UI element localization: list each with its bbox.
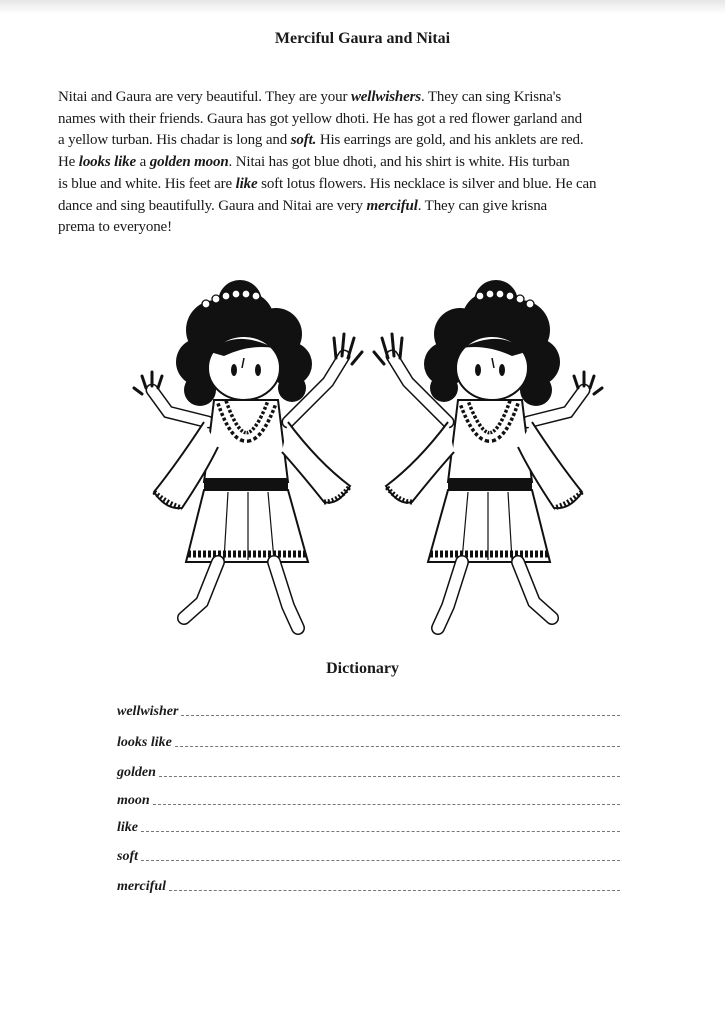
keyword-wellwishers: wellwishers xyxy=(350,89,421,105)
dictionary-word: like xyxy=(117,820,138,835)
dictionary-word: merciful xyxy=(117,879,166,894)
definition-blank-line[interactable] xyxy=(141,831,620,832)
story-line-6: dance and sing beautifully. Gaura and Nitai are very merciful. They can give krisna xyxy=(58,197,548,214)
keyword-looks-like: looks like xyxy=(78,154,137,171)
dictionary-entry-like xyxy=(117,816,620,836)
definition-blank-line[interactable] xyxy=(141,860,620,861)
gaura-figure xyxy=(134,280,362,628)
page-top-shadow xyxy=(0,0,725,14)
dictionary-entry-soft xyxy=(117,845,620,865)
dictionary-entry-golden xyxy=(117,761,620,781)
story-line-1: Nitai and Gaura are very beautiful. They are your wellwishers. They can sing Krisna's xyxy=(58,89,562,105)
definition-blank-line[interactable] xyxy=(181,715,620,716)
keyword-like: like xyxy=(235,175,258,192)
dictionary-word: moon xyxy=(117,793,150,808)
dictionary-entry-moon xyxy=(117,789,620,809)
story-line-4: He looks like a golden moon. Nitai has got blue dhoti, and his shirt is white. His turban xyxy=(58,154,570,171)
keyword-soft: soft. xyxy=(290,132,317,149)
dictionary-entry-looks-like xyxy=(117,731,620,751)
story-line-5: is blue and white. His feet are like soft lotus flowers. His necklace is silver and blue. He can xyxy=(58,175,597,192)
dictionary-word: soft xyxy=(117,849,138,864)
definition-blank-line[interactable] xyxy=(159,776,620,777)
dictionary-title: Dictionary xyxy=(326,660,399,677)
definition-blank-line[interactable] xyxy=(153,804,620,805)
story-line-3: a yellow turban. His chadar is long and soft. His earrings are gold, and his anklets are red. xyxy=(58,132,584,149)
dictionary-word: wellwisher xyxy=(117,704,179,719)
keyword-merciful: merciful xyxy=(366,197,418,214)
dictionary-entry-wellwisher xyxy=(117,700,620,720)
story-line-7: prema to everyone! xyxy=(58,219,172,236)
dictionary-word: golden xyxy=(117,765,156,780)
page-title: Merciful Gaura and Nitai xyxy=(274,30,451,47)
nitai-figure xyxy=(374,280,602,628)
dictionary-entry-merciful xyxy=(117,875,620,895)
definition-blank-line[interactable] xyxy=(175,746,620,747)
keyword-golden-moon: golden moon xyxy=(149,154,229,171)
gaura-nitai-illustration xyxy=(118,262,618,642)
definition-blank-line[interactable] xyxy=(169,890,620,891)
story-line-2: names with their friends. Gaura has got yellow dhoti. He has got a red flower garland and xyxy=(58,110,582,127)
dictionary-word: looks like xyxy=(117,735,172,750)
story-paragraph xyxy=(58,87,670,239)
